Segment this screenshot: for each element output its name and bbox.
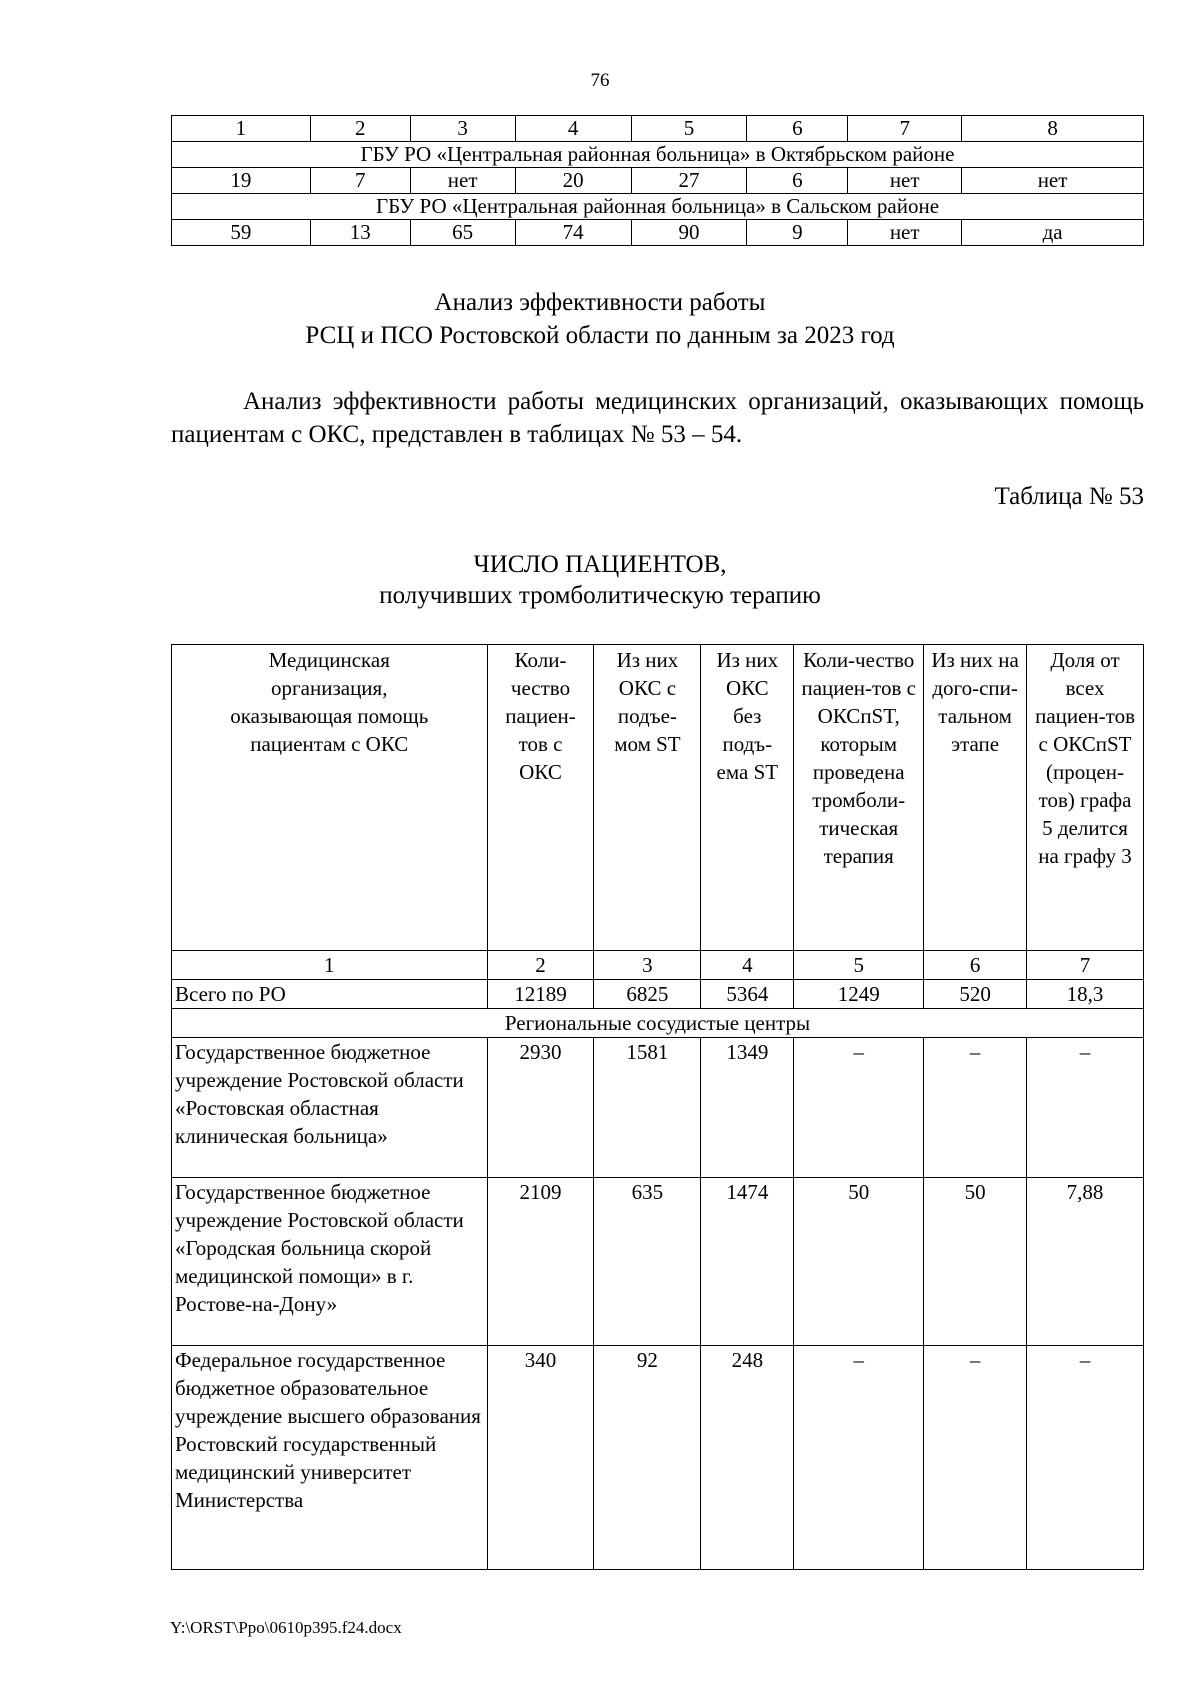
cell: 1249 (794, 980, 924, 1009)
org-name: Федеральное государственное бюджетное образовательное учреждение высшего образования Ростовский государственный медицинский университет Министерства (172, 1346, 488, 1570)
cell: 19 (172, 168, 311, 194)
section-title: Региональные сосудистые центры (172, 1009, 1144, 1038)
cell: 6 (747, 168, 848, 194)
cell: – (924, 1038, 1027, 1178)
cell: 50 (924, 1178, 1027, 1346)
table-row (172, 1346, 1144, 1570)
header-cell: Из них ОКС с подъе-мом ST (594, 645, 701, 951)
col-number: 4 (515, 116, 631, 142)
col-number: 1 (172, 116, 311, 142)
page-number: 76 (590, 70, 610, 91)
cell: 2930 (487, 1038, 594, 1178)
cell: 7,88 (1027, 1178, 1144, 1346)
cell: 59 (172, 220, 311, 246)
cell: нет (410, 168, 515, 194)
col-number: 2 (487, 951, 594, 980)
cell: 5364 (701, 980, 794, 1009)
header-cell: Медицинская организация, оказывающая помощь пациентам с ОКС (172, 645, 488, 951)
cell: 90 (631, 220, 747, 246)
section-title: ГБУ РО «Центральная районная больница» в Сальском районе (172, 194, 1144, 220)
header-cell: Доля от всех пациен-тов с ОКСпST (процен-тов) графа 5 делится на графу 3 (1027, 645, 1144, 951)
cell: 18,3 (1027, 980, 1144, 1009)
col-number: 6 (924, 951, 1027, 980)
table-row (172, 220, 1144, 246)
cell: 340 (487, 1346, 594, 1570)
cell: 20 (515, 168, 631, 194)
total-row (172, 980, 1144, 1009)
section-row (172, 1009, 1144, 1038)
header-cell: Коли-чество пациен-тов с ОКСпST, которым проведена тромболи-тическая терапия (794, 645, 924, 951)
col-number: 4 (701, 951, 794, 980)
col-number: 6 (747, 116, 848, 142)
table-title-line2: получивших тромболитическую терапию (379, 582, 821, 609)
column-number-row (172, 951, 1144, 980)
header-cell: Из них на дого-спи-тальном этапе (924, 645, 1027, 951)
column-number-row (172, 116, 1144, 142)
table-label: Таблица № 53 (994, 483, 1144, 510)
cell: – (1027, 1346, 1144, 1570)
col-number: 7 (1027, 951, 1144, 980)
continuation-table (171, 115, 1144, 246)
cell: – (924, 1346, 1027, 1570)
org-name: Государственное бюджетное учреждение Ростовской области «Городская больница скорой медицинской помощи» в г. Ростове-на-Дону» (172, 1178, 488, 1346)
cell: 65 (410, 220, 515, 246)
section-row (172, 194, 1144, 220)
cell: 74 (515, 220, 631, 246)
cell: 12189 (487, 980, 594, 1009)
cell: 1349 (701, 1038, 794, 1178)
header-row (172, 645, 1144, 951)
section-row (172, 142, 1144, 168)
cell: 635 (594, 1178, 701, 1346)
cell: 9 (747, 220, 848, 246)
cell: 1474 (701, 1178, 794, 1346)
section-title: ГБУ РО «Центральная районная больница» в Октябрьском районе (172, 142, 1144, 168)
col-number: 3 (594, 951, 701, 980)
col-number: 3 (410, 116, 515, 142)
table-row (172, 1178, 1144, 1346)
cell: 6825 (594, 980, 701, 1009)
cell: нет (962, 168, 1144, 194)
table-title-line1: ЧИСЛО ПАЦИЕНТОВ, (473, 551, 727, 578)
cell: 7 (310, 168, 410, 194)
table-53 (171, 644, 1144, 1570)
table-row (172, 1038, 1144, 1178)
cell: 1581 (594, 1038, 701, 1178)
file-path-footer: Y:\ORST\Ppo\0610p395.f24.docx (170, 1618, 402, 1637)
header-cell: Коли-чество пациен-тов с ОКС (487, 645, 594, 951)
col-number: 7 (848, 116, 962, 142)
cell: 13 (310, 220, 410, 246)
cell: – (794, 1038, 924, 1178)
cell: 2109 (487, 1178, 594, 1346)
cell: – (1027, 1038, 1144, 1178)
analysis-title-line2: РСЦ и ПСО Ростовской области по данным за 2023 год (305, 322, 895, 349)
cell: 92 (594, 1346, 701, 1570)
table-row (172, 168, 1144, 194)
analysis-title-line1: Анализ эффективности работы (434, 289, 766, 316)
cell: нет (848, 220, 962, 246)
total-label: Всего по РО (172, 980, 488, 1009)
col-number: 8 (962, 116, 1144, 142)
org-name: Государственное бюджетное учреждение Ростовской области «Ростовская областная клиническая больница» (172, 1038, 488, 1178)
header-cell: Из них ОКС без подъ-ема ST (701, 645, 794, 951)
col-number: 1 (172, 951, 488, 980)
col-number: 5 (631, 116, 747, 142)
col-number: 5 (794, 951, 924, 980)
cell: 520 (924, 980, 1027, 1009)
cell: 50 (794, 1178, 924, 1346)
cell: 27 (631, 168, 747, 194)
cell: – (794, 1346, 924, 1570)
col-number: 2 (310, 116, 410, 142)
cell: 248 (701, 1346, 794, 1570)
cell: да (962, 220, 1144, 246)
intro-paragraph: Анализ эффективности работы медицинских организаций, оказывающих помощь пациентам с ОКС, представлен в таблицах № 53 – 54. (171, 388, 1144, 448)
cell: нет (848, 168, 962, 194)
